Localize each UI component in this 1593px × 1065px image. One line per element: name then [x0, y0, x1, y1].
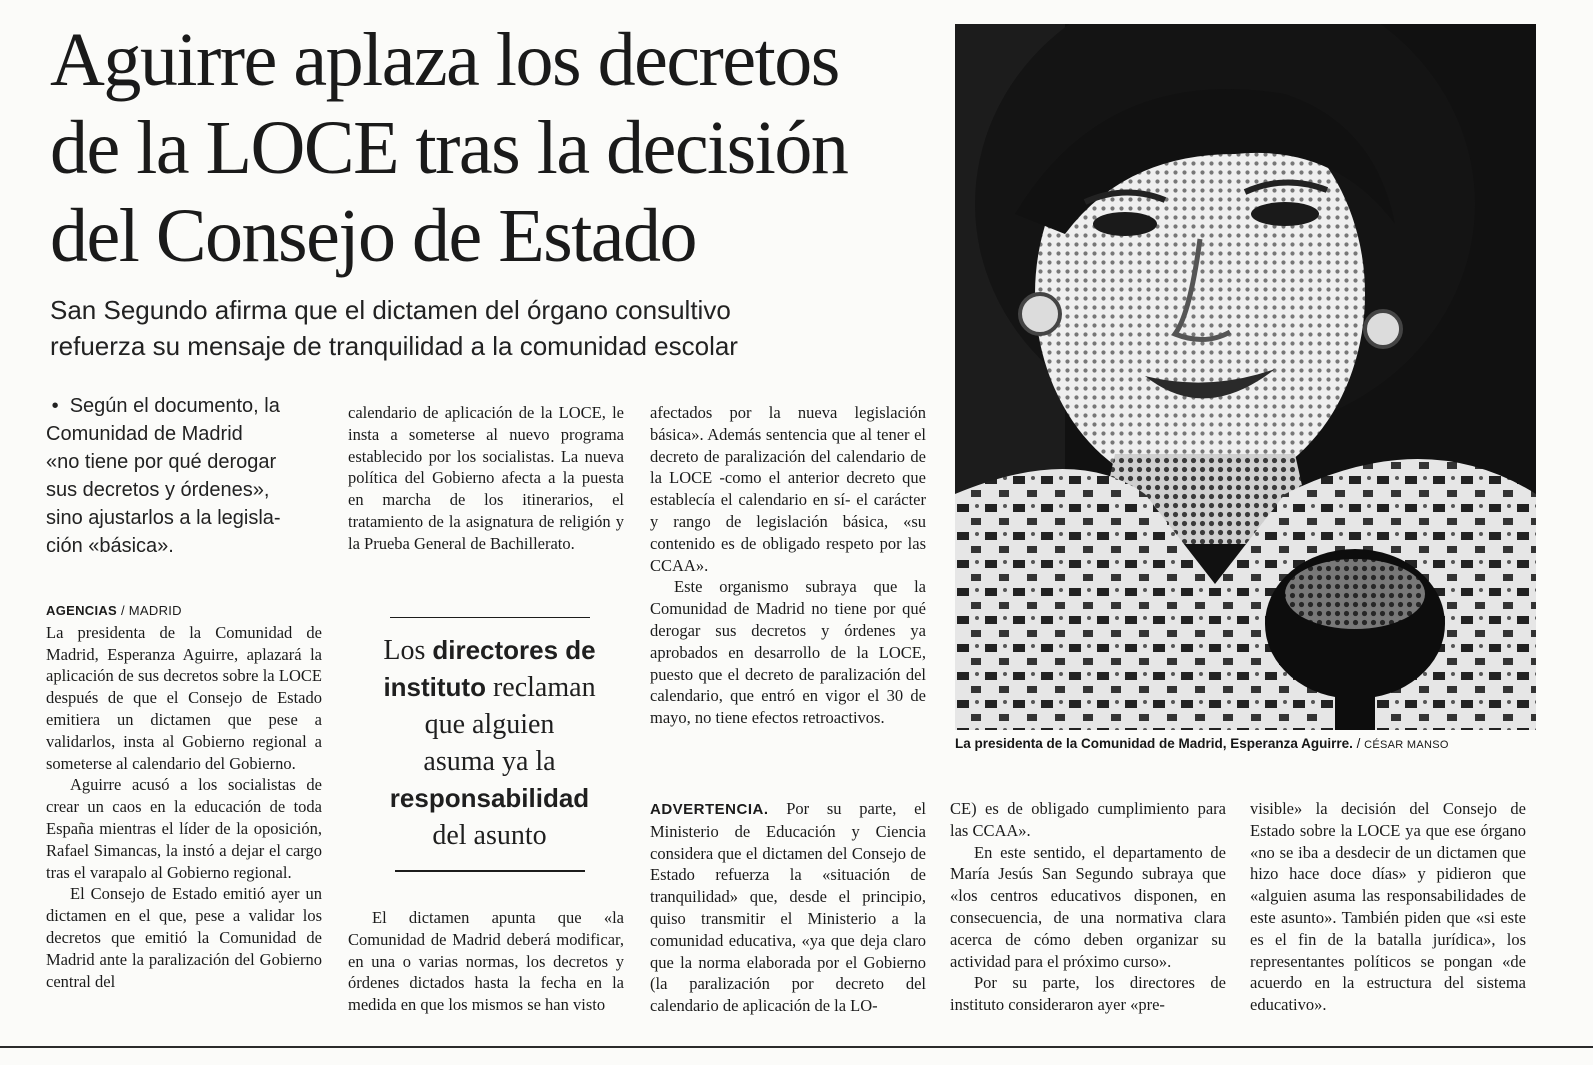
bullet-icon: • [51, 395, 59, 417]
article-paragraph: La presidenta de la Comunidad de Madrid, Esperanza Aguirre, aplazará la aplicación de sus decretos sobre la LOCE después de que el Consejo de Estado emitiera un dictamen que pese a validarlos, insta al Gobierno regional a someterse al calendario del Gobierno. [46, 622, 322, 773]
portrait-illustration [955, 24, 1536, 730]
headline-line: Aguirre aplaza los decretos [50, 18, 839, 102]
highlight-line [46, 392, 316, 420]
photo-caption [955, 736, 1555, 751]
bottom-fade [0, 1030, 1593, 1046]
article-column-1 [46, 600, 322, 1030]
article-paragraph: visible» la decisión del Consejo de Estado sobre la LOCE ya que ese órgano «no se iba a desdecir de un dictamen que hizo hace doce días» y pidieron que «alguien asuma las responsabilidades de este asunto». También piden que «si este es el fin de la batalla jurídica», los representantes políticos se pongan «de acuerdo en la estructura del sistema educativo». [1250, 799, 1526, 1015]
pull-quote-emphasis: responsabilidad [389, 783, 590, 813]
byline-place: MADRID [128, 603, 182, 618]
photo-credit: CÉSAR MANSO [1364, 739, 1449, 751]
headline-line: de la LOCE tras la decisión [50, 106, 848, 190]
highlight-line: sus decretos y órdenes», [46, 479, 270, 501]
pull-quote-word: que alguien [424, 709, 555, 740]
pull-quote-text [352, 618, 627, 870]
article-paragraph: afectados por la nueva legislación básica». Además sentencia que al tener el decreto de paralización del calendario de la LOCE -como el anterior decreto que establecía el calendario en sí- el carácter y rango de legislación básica, «su contenido es de obligado respeto por las CCAA». [650, 403, 926, 575]
pull-quote-emphasis: instituto [383, 672, 486, 702]
article-paragraph: Este organismo subraya que la Comunidad de Madrid no tiene por qué derogar sus decretos y órdenes ya aprobados en desarrollo de la LOCE, puesto que el decreto de paralización del calendario, que entró en vigor el 30 de mayo, no tiene efectos retroactivos. [650, 577, 926, 728]
subheadline [50, 292, 950, 364]
subheadline-line: refuerza su mensaje de tranquilidad a la comunidad escolar [50, 331, 738, 361]
caption-text: La presidenta de la Comunidad de Madrid, Esperanza Aguirre. [955, 736, 1353, 751]
highlight-line: Comunidad de Madrid [46, 423, 243, 445]
article-paragraph: Por su parte, los directores de instituto consideraron ayer «pre- [950, 973, 1226, 1015]
highlight-text: Según el documento, la [69, 395, 280, 417]
pull-quote [352, 617, 627, 872]
pull-quote-emphasis: directores de [432, 635, 596, 665]
highlight-line: sino ajustarlos a la legisla- [46, 507, 281, 529]
pull-quote-word: reclaman [485, 672, 596, 703]
article-paragraph [650, 798, 926, 1017]
article-paragraph: Aguirre acusó a los socialistas de crear un caos en la educación de toda España mientras el líder de la oposición, Rafael Simancas, la instó a dejar el cargo tras el varapalo al Gobierno regional. [46, 775, 322, 882]
article-column-3-bottom [650, 798, 926, 1030]
headline [50, 16, 950, 280]
highlight-line: ción «básica». [46, 535, 174, 557]
pull-quote-word: asuma ya la [423, 746, 556, 777]
byline-agency: AGENCIAS [46, 603, 118, 618]
byline-separator: / [117, 603, 129, 618]
pull-quote-word: Los [383, 635, 433, 666]
headline-line: del Consejo de Estado [50, 194, 697, 278]
portrait-photo [955, 24, 1536, 730]
article-column-5 [1250, 798, 1526, 1038]
page-bottom-rule [0, 1046, 1593, 1048]
paragraph-text: Por su parte, el Ministerio de Educación y Ciencia considera que el dictamen del Consejo de Estado refuerza la «situación de tranquilidad» que, desde el principio, quiso transmitir el Ministerio a la comunidad educativa, «ya que deja claro que la norma elaborada por el Gobierno (la paralización por decreto del calendario de aplicación de la LO- [650, 799, 926, 1016]
article-column-3 [650, 402, 926, 782]
highlight-summary [46, 392, 316, 560]
article-paragraph: calendario de aplicación de la LOCE, le insta a someterse al nuevo programa establecido por los socialistas. La nueva política del Gobierno afecta a la puesta en marcha de los itinerarios, el tratamiento de la asignatura de religión y la Prueba General de Bachillerato. [348, 403, 624, 553]
article-column-4 [950, 798, 1226, 1030]
article-paragraph: El Consejo de Estado emitió ayer un dictamen en el que, pese a validar los decretos que emitió la Comunidad de Madrid ante la paralización del Gobierno central del [46, 884, 322, 991]
article-column-2-bottom [348, 907, 624, 1030]
article-paragraph: CE) es de obligado cumplimiento para las CCAA». [950, 799, 1226, 840]
pull-quote-word: del asunto [432, 820, 547, 851]
caption-separator: / [1352, 736, 1365, 751]
article-paragraph: El dictamen apunta que «la Comunidad de Madrid deberá modificar, en una o varias normas, los decretos y órdenes dictados hasta la fecha en la medida en que los mismos se han visto [348, 908, 624, 1015]
subheadline-line: San Segundo afirma que el dictamen del órgano consultivo [50, 295, 731, 325]
byline [46, 600, 322, 622]
pull-quote-rule [395, 870, 585, 872]
article-paragraph: En este sentido, el departamento de María Jesús San Segundo subraya que «los centros educativos disponen, en consecuencia, de una normativa clara acerca de cómo deben organizar su actividad para el próximo curso». [950, 842, 1226, 971]
section-lead-in: ADVERTENCIA. [650, 801, 769, 818]
article-column-2-top [348, 402, 624, 602]
highlight-line: «no tiene por qué derogar [46, 451, 277, 473]
